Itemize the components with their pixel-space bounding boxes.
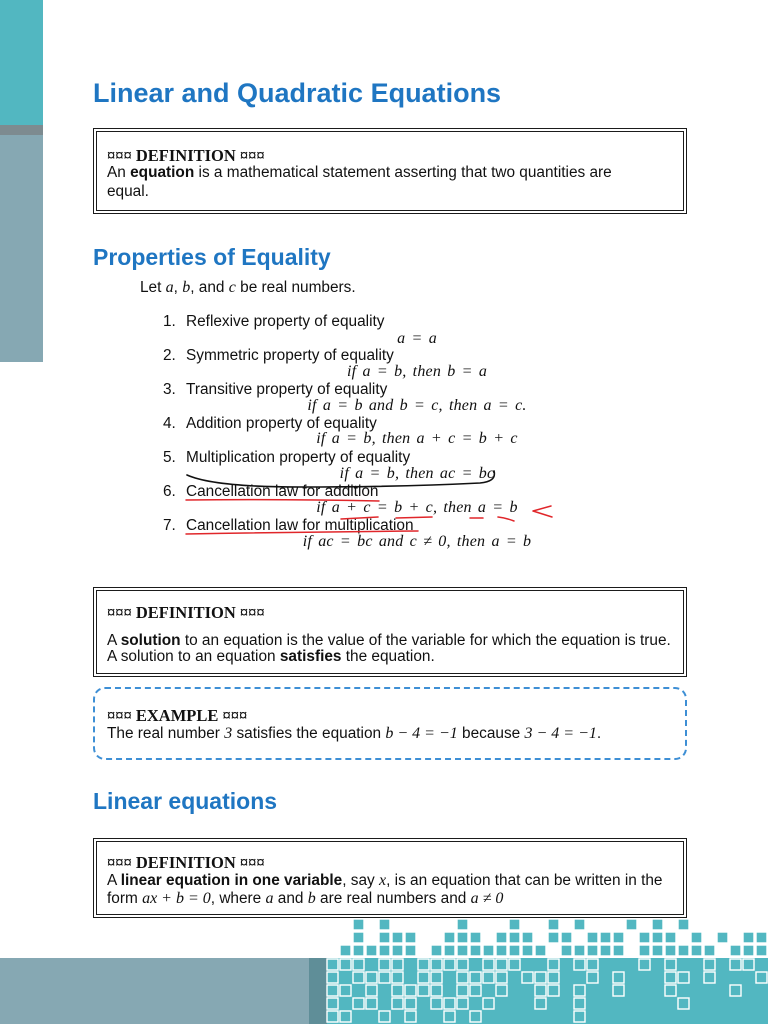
pixel-square (379, 932, 390, 943)
property-equation: if ac = bc and c ≠ 0, then a = b (302, 533, 532, 550)
pixel-square (652, 919, 663, 930)
definition-line (107, 872, 662, 890)
pixel-square (353, 932, 364, 943)
math-expression: b − 4 = −1 (385, 725, 458, 742)
text-run: is a mathematical statement asserting that two quantities are (194, 164, 612, 181)
text-run: to an equation is the value of the variable for which the equation is true. (180, 632, 671, 649)
text-run: because (457, 725, 525, 742)
sidebar-slate-block (0, 135, 43, 362)
pixel-square (366, 945, 377, 956)
pixel-square (496, 932, 507, 943)
properties-intro (140, 279, 356, 297)
definition-box-linear-equation (93, 838, 687, 918)
pixel-square (574, 945, 585, 956)
pixel-square (509, 945, 520, 956)
property-name: Addition property of equality (186, 415, 377, 432)
text-run: A (107, 632, 121, 649)
definition-line (107, 183, 149, 201)
definition-line (107, 648, 435, 666)
property-equation: a = a (397, 330, 437, 347)
text-run: Let (140, 279, 166, 296)
text-run: An (107, 164, 131, 181)
pixel-square (561, 932, 572, 943)
pixel-square (379, 919, 390, 930)
definition-label: ¤¤¤ DEFINITION ¤¤¤ (107, 853, 265, 872)
bold-term: solution (120, 632, 181, 649)
pixel-square (652, 932, 663, 943)
pixel-square (522, 945, 533, 956)
pixel-square (613, 945, 624, 956)
example-label: ¤¤¤ EXAMPLE ¤¤¤ (107, 706, 248, 725)
text-run: , (173, 279, 183, 296)
math-expression: 3 (224, 725, 233, 742)
pixel-square (470, 932, 481, 943)
example-box (93, 687, 687, 760)
definition-box-equation (93, 128, 687, 214)
math-expression: a (165, 279, 174, 296)
property-equation: if a = b, then b = a (346, 363, 488, 380)
pixel-square (587, 932, 598, 943)
text-run: , where (210, 890, 266, 907)
red-underline-b (498, 517, 514, 521)
pixel-square (379, 945, 390, 956)
math-expression: ax + b = 0 (142, 890, 211, 907)
property-name: Multiplication property of equality (186, 449, 411, 466)
text-run: form (107, 890, 143, 907)
list-item (163, 313, 384, 331)
pixel-square (457, 945, 468, 956)
pixel-square (392, 932, 403, 943)
pixel-square (743, 945, 754, 956)
definition-box-solution (93, 587, 687, 677)
text-run: The real number (107, 725, 225, 742)
pixel-square (730, 945, 741, 956)
pixel-square (509, 919, 520, 930)
pixel-square (509, 932, 520, 943)
pixel-square (574, 919, 585, 930)
list-number: 5. (163, 449, 176, 466)
list-number: 1. (163, 313, 176, 330)
pixel-square (756, 932, 767, 943)
math-expression: c (228, 279, 236, 296)
math-expression: a ≠ 0 (470, 890, 504, 907)
text-run: A (107, 872, 121, 889)
pixel-square (600, 932, 611, 943)
pixel-square (561, 945, 572, 956)
bottom-band-slate (0, 958, 309, 1024)
pixel-square (743, 932, 754, 943)
pixel-square (678, 945, 689, 956)
property-name: Symmetric property of equality (186, 347, 394, 364)
text-run: equal. (107, 183, 149, 200)
pixel-square (756, 945, 767, 956)
pixel-square (405, 932, 416, 943)
sidebar-teal-block (0, 0, 43, 125)
pixel-square (665, 945, 676, 956)
list-number: 7. (163, 517, 176, 534)
text-run: satisfies the equation (232, 725, 386, 742)
list-number: 3. (163, 381, 176, 398)
pixel-square (613, 932, 624, 943)
math-expression: b (307, 890, 316, 907)
pixel-square (405, 945, 416, 956)
pixel-square (626, 919, 637, 930)
pixel-square (600, 945, 611, 956)
pixel-square (340, 945, 351, 956)
bold-term: satisfies (279, 648, 342, 665)
bottom-band-strip (309, 958, 327, 1024)
definition-label: ¤¤¤ DEFINITION ¤¤¤ (107, 146, 265, 165)
pixel-square (678, 919, 689, 930)
math-expression: a (265, 890, 274, 907)
definition-line (107, 890, 503, 908)
sidebar-divider (0, 125, 43, 135)
list-number: 2. (163, 347, 176, 364)
definition-label: ¤¤¤ DEFINITION ¤¤¤ (107, 603, 265, 622)
pixel-square (496, 945, 507, 956)
pixel-square (353, 945, 364, 956)
pixel-square (483, 945, 494, 956)
property-name: Transitive property of equality (186, 381, 388, 398)
pixel-square (392, 945, 403, 956)
pixel-square (704, 945, 715, 956)
pixel-square (535, 945, 546, 956)
text-run: , say (342, 872, 379, 889)
text-run: , is an equation that can be written in the (386, 872, 663, 889)
pixel-square (665, 932, 676, 943)
pixel-square (717, 932, 728, 943)
text-run: . (596, 725, 602, 742)
pixel-square (652, 945, 663, 956)
pixel-square (548, 932, 559, 943)
text-run: , and (190, 279, 229, 296)
text-run: the equation. (341, 648, 435, 665)
bottom-pixel-decoration (0, 915, 768, 1024)
math-expression: x (379, 872, 387, 889)
pixel-square (639, 945, 650, 956)
pixel-square (691, 945, 702, 956)
property-equation: if a + c = b + c, then a = b (316, 499, 518, 516)
page-title: Linear and Quadratic Equations (93, 78, 502, 108)
text-run: and (273, 890, 308, 907)
property-equation: if a = b, then ac = bc (339, 465, 495, 482)
list-number: 4. (163, 415, 176, 432)
pixel-square (444, 932, 455, 943)
section-heading-properties: Properties of Equality (93, 244, 331, 270)
text-run: A solution to an equation (107, 648, 280, 665)
pixel-square (444, 945, 455, 956)
property-name: Reflexive property of equality (186, 313, 385, 330)
pixel-square (457, 932, 468, 943)
pixel-square (587, 945, 598, 956)
bold-term: equation (130, 164, 195, 181)
pixel-square (548, 919, 559, 930)
property-equation: if a = b and b = c, then a = c. (307, 397, 527, 414)
definition-line (107, 164, 612, 182)
property-equation: if a = b, then a + c = b + c (316, 430, 518, 447)
pixel-square (470, 945, 481, 956)
property-name: Cancellation law for addition (186, 483, 379, 500)
property-name: Cancellation law for multiplication (186, 517, 414, 534)
pixel-square (522, 932, 533, 943)
pixel-square (691, 932, 702, 943)
pixel-square (457, 919, 468, 930)
bold-term: linear equation in one variable (120, 872, 343, 889)
example-line (107, 725, 601, 743)
section-heading-linear: Linear equations (93, 788, 278, 814)
pixel-square (431, 945, 442, 956)
text-run: be real numbers. (235, 279, 356, 296)
math-expression: 3 − 4 = −1 (524, 725, 597, 742)
sidebar-decoration (0, 0, 43, 362)
math-expression: b (182, 279, 191, 296)
text-run: are real numbers and (315, 890, 471, 907)
list-number: 6. (163, 483, 176, 500)
pixel-square (353, 919, 364, 930)
pixel-square (639, 932, 650, 943)
